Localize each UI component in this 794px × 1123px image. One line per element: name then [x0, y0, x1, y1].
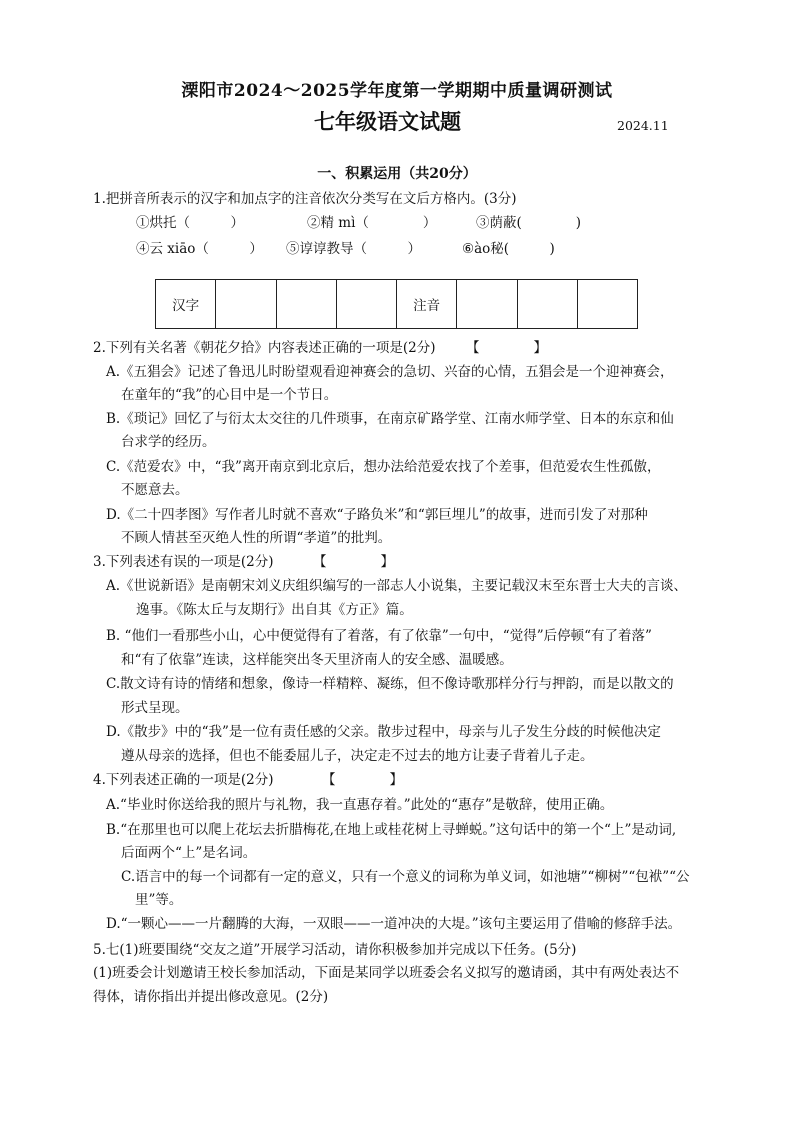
q2-option-a-cont: 在童年的“我”的心目中是一个节日。: [121, 387, 338, 403]
exam-title: 溧阳市2024～2025学年度第一学期期中质量调研测试: [181, 81, 613, 101]
q1-item-6: ⑥ào秘( ): [462, 241, 555, 257]
answer-cell[interactable]: [216, 280, 276, 329]
q4-option-c-cont: 里”等。: [135, 892, 183, 908]
q2-option-d: D.《二十四孝图》写作者儿时就不喜欢“子路负米”和“郭巨埋儿”的故事，进而引发了对那种: [106, 507, 648, 523]
q5-sub1-line1: (1)班委会计划邀请王校长参加活动，下面是某同学以班委会名义拟写的邀请函，其中有两处表达不: [93, 965, 680, 981]
q3-option-d-cont: 遵从母亲的选择，但也不能委屈儿子，决定走不过去的地方让妻子背着儿子走。: [121, 748, 594, 764]
q4-option-a: A.“毕业时你送给我的照片与礼物，我一直惠存着。”此处的“惠存”是敬辞，使用正确。: [106, 797, 614, 813]
q2-option-b: B.《琐记》回忆了与衍太太交往的几件琐事，在南京矿路学堂、江南水师学堂、日本的东京和仙: [106, 411, 674, 427]
q3-option-b: B. “他们一看那些小山，心中便觉得有了着落，有了依靠”一句中，“觉得”后停顿“有了着落”: [106, 628, 652, 644]
q3-option-a: A.《世说新语》是南朝宋刘义庆组织编写的一部志人小说集，主要记载汉末至东晋士大夫的言谈、: [106, 578, 688, 594]
exam-subtitle: 七年级语文试题: [314, 109, 461, 134]
exam-date: 2024.11: [617, 118, 669, 133]
q4-option-c: C.语言中的每一个词都有一定的意义，只有一个意义的词称为单义词，如池塘”“柳树”“包袱”“公: [121, 869, 690, 885]
q4-option-b-cont: 后面两个“上”是名词。: [121, 845, 257, 861]
q2-option-c: C.《范爱农》中，“我”离开南京到北京后，想办法给范爱农找了个差事，但范爱农生性孤傲，: [106, 459, 661, 475]
q1-item-3: ③荫蔽( ): [476, 215, 582, 231]
q1-item-1: ①烘托（ ）: [136, 215, 244, 231]
q3-option-d: D.《散步》中的“我”是一位有责任感的父亲。散步过程中，母亲与儿子发生分歧的时候他决定: [106, 724, 661, 740]
question-1-stem: 1.把拼音所表示的汉字和加点字的注音依次分类写在文后方格内。(3分): [93, 191, 517, 207]
q3-option-b-cont: 和“有了依靠”连读，这样能突出冬天里济南人的安全感、温暖感。: [121, 652, 513, 668]
answer-cell[interactable]: [517, 280, 577, 329]
q4-option-d: D.“一颗心——一片翻腾的大海，一双眼——一道冲决的大堤。”该句主要运用了借喻的修辞手法。: [106, 916, 682, 932]
q1-item-5: ⑤谆谆教导（ ）: [286, 241, 421, 257]
answer-label-zhuyin: 注音: [397, 280, 457, 329]
answer-cell[interactable]: [577, 280, 637, 329]
question-5-stem: 5.七(1)班要围绕“交友之道”开展学习活动，请你积极参加并完成以下任务。(5分): [93, 942, 577, 958]
q4-answer-bracket[interactable]: 【 】: [322, 772, 403, 788]
answer-cell[interactable]: [457, 280, 517, 329]
q1-item-2: ②精 mì（ ）: [307, 215, 437, 231]
answer-cell[interactable]: [336, 280, 396, 329]
answer-cell[interactable]: [276, 280, 336, 329]
q3-answer-bracket[interactable]: 【 】: [313, 554, 394, 570]
q1-item-4: ④云 xiāo（ ）: [136, 241, 263, 257]
q3-option-c: C.散文诗有诗的情绪和想象，像诗一样精粹、凝练，但不像诗歌那样分行与押韵，而是以散文的: [106, 676, 674, 692]
question-3-stem: 3.下列表述有误的一项是(2分): [93, 554, 274, 570]
q2-option-b-cont: 台求学的经历。: [121, 434, 216, 450]
q2-option-c-cont: 不愿意去。: [121, 482, 189, 498]
q1-answer-table: [155, 279, 638, 329]
section-heading: 一、积累运用（共20分）: [317, 166, 477, 182]
question-4-stem: 4.下列表述正确的一项是(2分): [93, 772, 274, 788]
q2-option-d-cont: 不顾人情甚至灭绝人性的所谓“孝道”的批判。: [121, 530, 392, 546]
q2-option-a: A.《五猖会》记述了鲁迅儿时盼望观看迎神赛会的急切、兴奋的心情，五猖会是一个迎神赛会，: [106, 364, 674, 380]
q5-sub1-line2: 得体，请你指出并提出修改意见。(2分): [93, 989, 329, 1005]
q3-option-a-cont: 逸事。《陈太丘与友期行》出自其《方正》篇。: [136, 602, 413, 618]
q3-option-c-cont: 形式呈现。: [121, 700, 189, 716]
question-2-stem: 2.下列有关名著《朝花夕拾》内容表述正确的一项是(2分): [93, 340, 436, 356]
answer-label-hanzi: 汉字: [156, 280, 216, 329]
q4-option-b: B.“在那里也可以爬上花坛去折腊梅花,在地上或桂花树上寻蝉蜕。”这句话中的第一个“上”是动词,: [106, 822, 677, 838]
q2-answer-bracket[interactable]: 【 】: [466, 340, 547, 356]
